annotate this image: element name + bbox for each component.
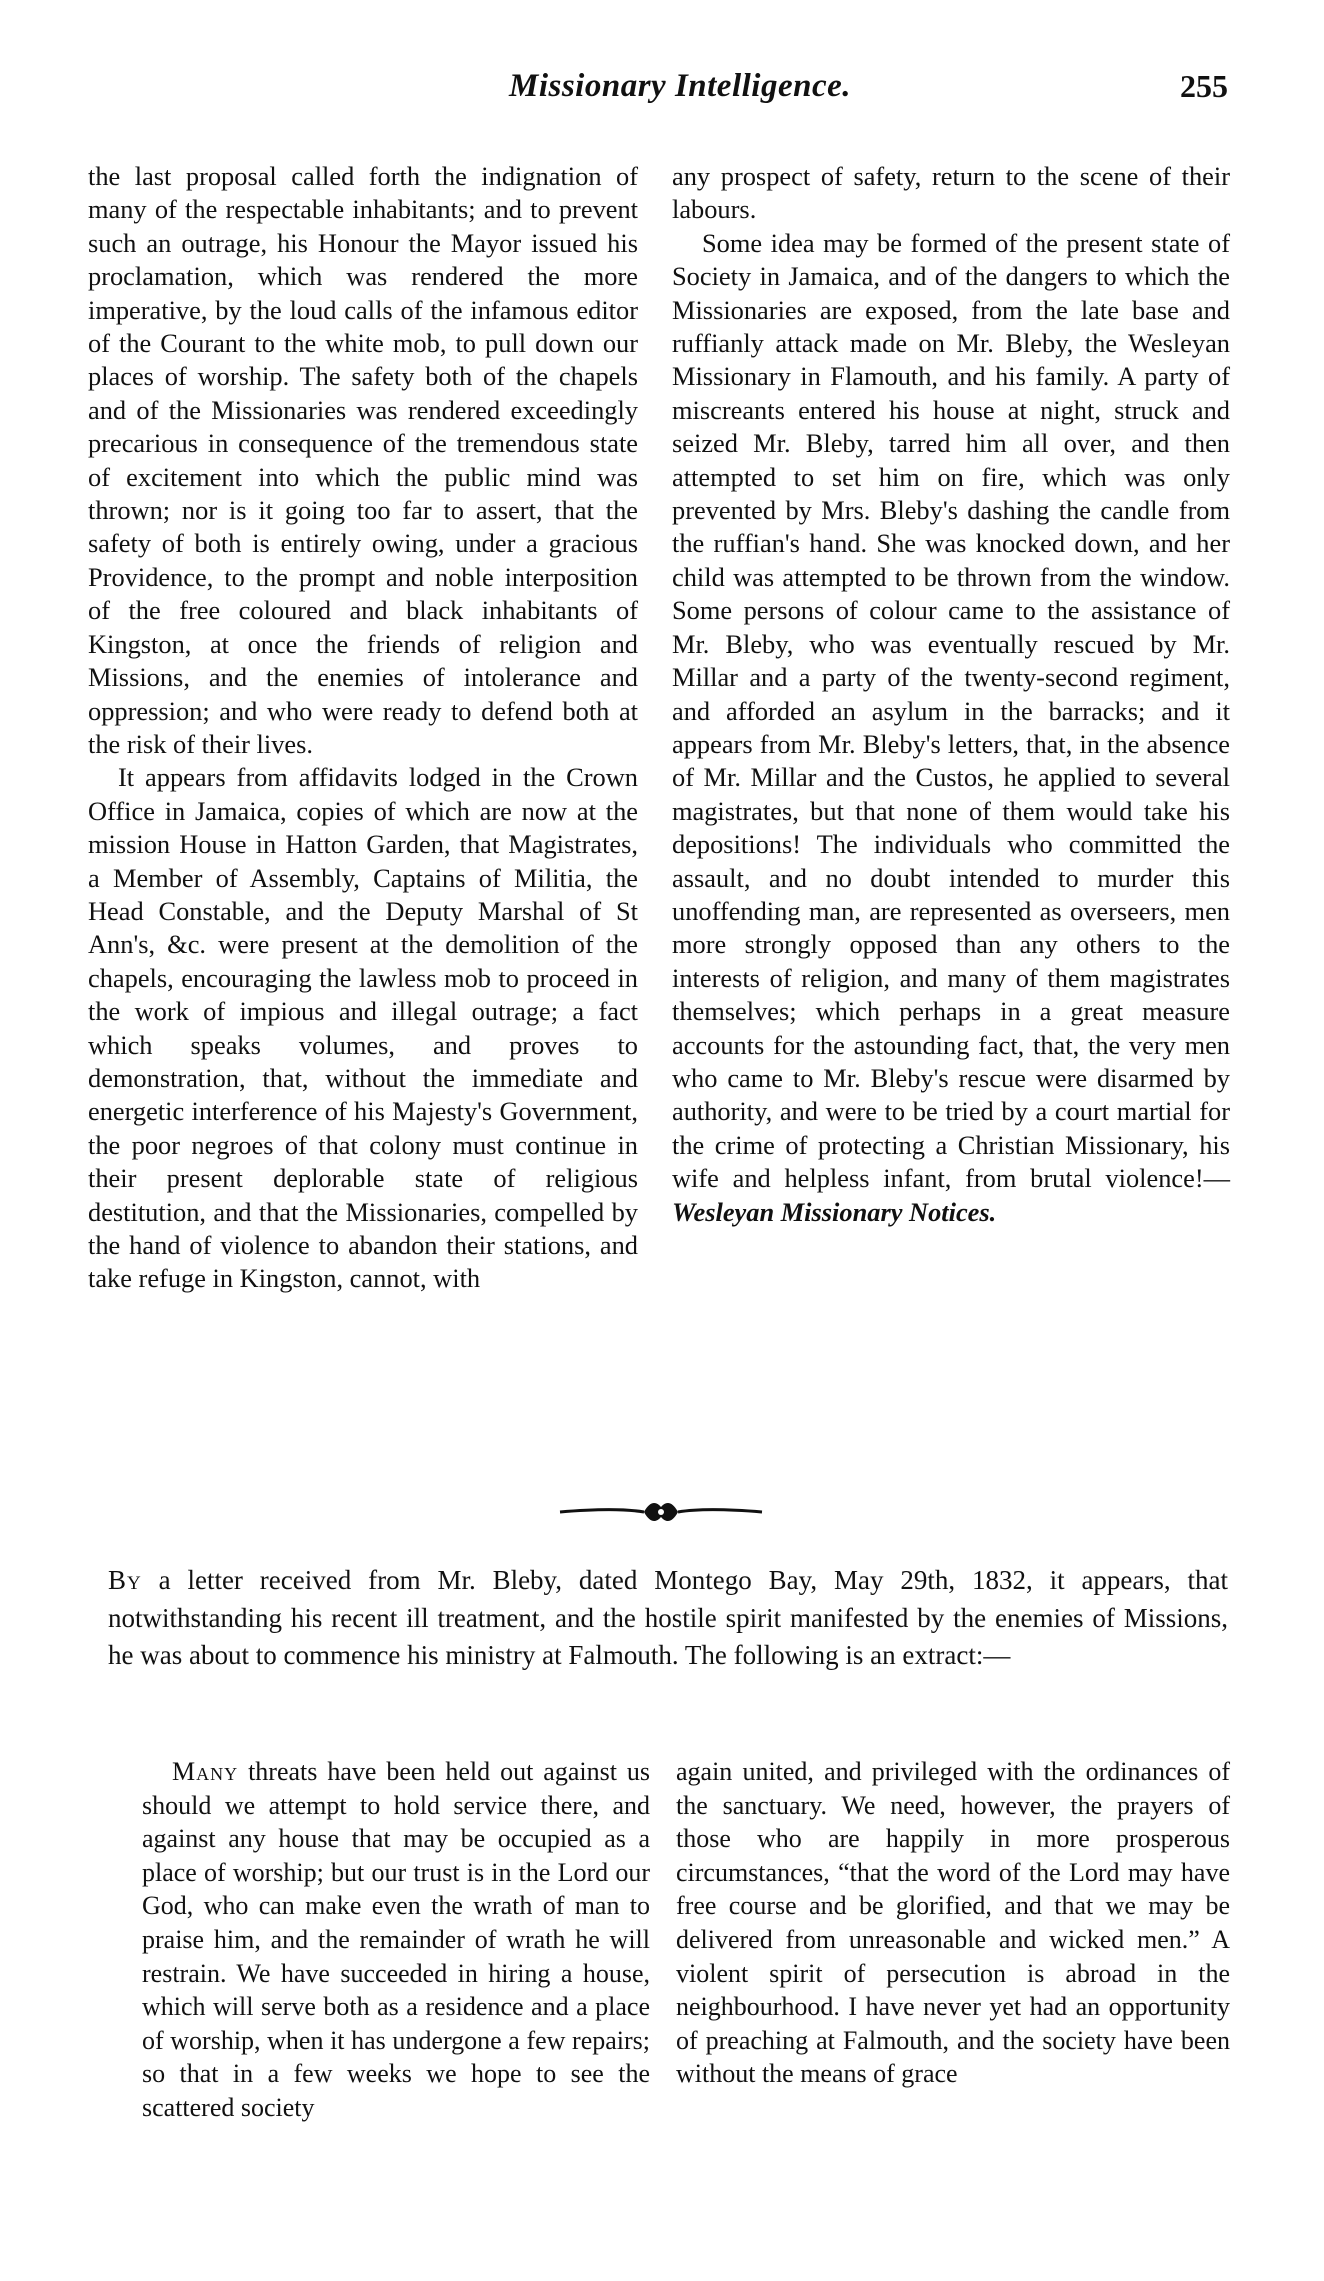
article1-left-paragraph-2: It appears from affidavits lodged in the Crown Office in Jamaica, copies of which are now at the mission House in Hatton Garden, that Magistrates, a Member of Assembly, Captains of Militia, the Head Constable, and the Deputy Marshal of St Ann's, &c. were present at the demolition of the chapels, encouraging the lawless mob to proceed in the work of impious and illegal outrage; a fact which speaks volumes, and proves to demonstration, that, without the immediate and energetic interference of his Majesty's Government, the poor negroes of that colony must continue in their present deplorable state of religious destitution, and that the Missionaries, compelled by the hand of violence to abandon their stations, and take refuge in Kingston, cannot, with: [88, 762, 638, 1294]
article1-signature: Wesleyan Missionary Notices.: [672, 1196, 997, 1227]
article1-right-paragraph-2: Some idea may be formed of the present state of Society in Jamaica, and of the dangers to which the Missionaries are exposed, from the late base and ruffianly attack made on Mr. Bleby, the Wesleyan Missionary in Flamouth, and his family. A party of miscreants entered his house at night, struck and seized Mr. Bleby, tarred him all over, and then attempted to set him on fire, which was only prevented by Mrs. Bleby's dashing the candle from the ruffian's hand. She was knocked down, and her child was attempted to be thrown from the window. Some persons of colour came to the assistance of Mr. Bleby, who was eventually rescued by Mr. Millar and a party of the twenty-second regiment, and afforded an asylum in the barracks; and it appears from Mr. Bleby's letters, that, in the absence of Mr. Millar and the Custos, he applied to several magistrates, but that none of them would take his depositions! The individuals who committed the assault, and no doubt intended to murder this unoffending man, are represented as overseers, men more strongly opposed than any others to the interests of religion, and many of them magistrates themselves; which perhaps in a great measure accounts for the astounding fact, that, the very men who came to Mr. Bleby's rescue were disarmed by authority, and were to be tried by a court martial for the crime of protecting a Christian Missionary, his wife and helpless infant, from brutal violence!—Wesleyan Missionary Notices.: [672, 227, 1230, 1227]
article1-right-paragraph-1: any prospect of safety, return to the scene of their labours.: [672, 161, 1230, 225]
article2-column-right: [676, 1755, 1230, 2091]
running-head: [0, 68, 1324, 118]
article1-column-left: [88, 160, 638, 1296]
article2-intro-paragraph: [108, 1562, 1228, 1675]
article2-left-lead: Many: [172, 1757, 239, 1786]
article2-right-paragraph: again united, and privileged with the ordinances of the sanctuary. We need, however, the prayers of those who are happily in more prosperous circumstances, “that the word of the Lord may have free course and be glorified, and that we may be delivered from unreasonable and wicked men.” A violent spirit of persecution is abroad in the neighbourhood. I have never yet had an opportunity of preaching at Falmouth, and the society have been without the means of grace: [676, 1757, 1230, 2089]
article2-left-paragraph: [142, 1755, 650, 2125]
article1-column-right: [672, 160, 1230, 1229]
article1-left-paragraph-1: the last proposal called forth the indignation of many of the respectable inhabitants; and to prevent such an outrage, his Honour the Mayor issued his proclamation, which was rendered the more imperative, by the loud calls of the infamous editor of the Courant to the white mob, to pull down our places of worship. The safety both of the chapels and of the Missionaries was rendered exceedingly precarious in consequence of the tremendous state of excitement into which the public mind was thrown; nor is it going too far to assert, that the safety of both is entirely owing, under a gracious Providence, to the prompt and noble interposition of the free coloured and black inhabitants of Kingston, at once the friends of religion and Missions, and the enemies of intolerance and oppression; and who were ready to defend both at the risk of their lives.: [88, 161, 638, 759]
article2-intro-lead: By: [108, 1565, 142, 1595]
page-number: 255: [1180, 68, 1228, 104]
ornamental-rule-icon: [556, 1497, 766, 1527]
running-title: Missionary Intelligence.: [508, 68, 852, 104]
article2-left-text: threats have been held out against us should we attempt to hold service there, and against any house that may be occupied as a place of worship; but our trust is in the Lord our God, who can make even the wrath of man to praise him, and the remainder of wrath he will restrain. We have succeeded in hiring a house, which will serve both as a residence and a place of worship, when it has undergone a few repairs; so that in a few weeks we hope to see the scattered society: [142, 1757, 650, 2122]
article2-column-left: [142, 1755, 650, 2125]
article2-intro-text: a letter received from Mr. Bleby, dated Montego Bay, May 29th, 1832, it appears, that notwithstanding his recent ill treatment, and the hostile spirit manifested by the enemies of Missions, he was about to commence his ministry at Falmouth. The following is an extract:—: [108, 1565, 1228, 1670]
article2-introduction: [108, 1562, 1228, 1675]
article1-right-paragraph-2-text: Some idea may be formed of the present state of Society in Jamaica, and of the dangers to which the Missionaries are exposed, from the late base and ruffianly attack made on Mr. Bleby, the Wesleyan Missionary in Flamouth, and his family. A party of miscreants entered his house at night, struck and seized Mr. Bleby, tarred him all over, and then attempted to set him on fire, which was only prevented by Mrs. Bleby's dashing the candle from the ruffian's hand. She was knocked down, and her child was attempted to be thrown from the window. Some persons of colour came to the assistance of Mr. Bleby, who was eventually rescued by Mr. Millar and a party of the twenty-second regiment, and afforded an asylum in the barracks; and it appears from Mr. Bleby's letters, that, in the absence of Mr. Millar and the Custos, he applied to several magistrates, but that none of them would take his depositions! The individuals who committed the assault, and no doubt intended to murder this unoffending man, are represented as overseers, men more strongly opposed than any others to the interests of religion, and many of them magistrates themselves; which perhaps in a great measure accounts for the astounding fact, that, the very men who came to Mr. Bleby's rescue were disarmed by authority, and were to be tried by a court martial for the crime of protecting a Christian Missionary, his wife and helpless infant, from brutal violence!: [672, 227, 1230, 1194]
